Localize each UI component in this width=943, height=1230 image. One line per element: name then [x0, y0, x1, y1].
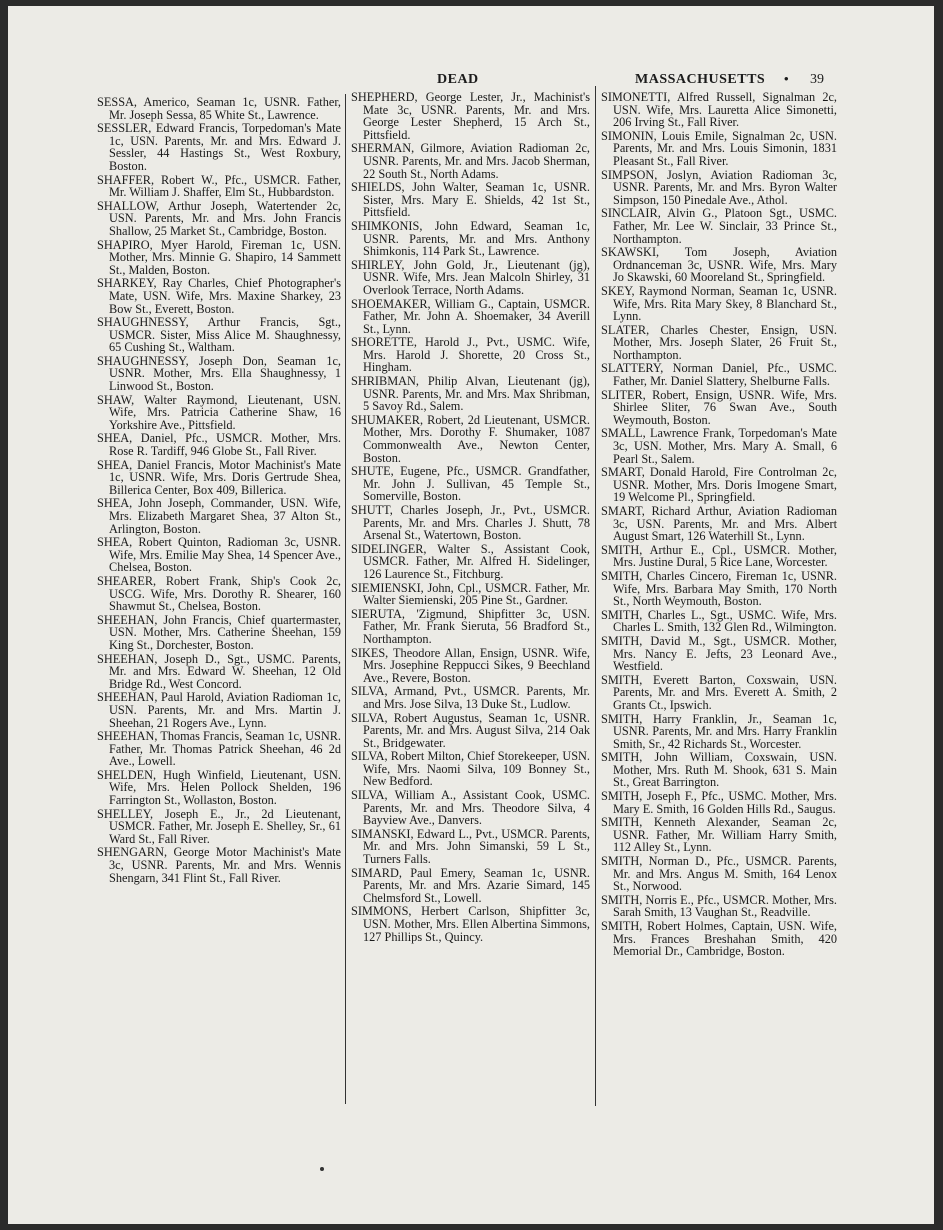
- casualty-entry: SHELLEY, Joseph E., Jr., 2d Lieutenant, USMCR. Father, Mr. Joseph E. Shelley, Sr., 61 Ward St., Fall River.: [97, 806, 341, 846]
- casualty-entry: SMART, Richard Arthur, Aviation Radioman 3c, USN. Parents, Mr. and Mrs. Albert August Smart, 126 Waterhill St., Lynn.: [601, 504, 837, 544]
- casualty-entry: SILVA, Robert Augustus, Seaman 1c, USNR. Parents, Mr. and Mrs. August Silva, 214 Oak St., Bridgewater.: [351, 710, 590, 750]
- casualty-entry: SHIMKONIS, John Edward, Seaman 1c, USNR. Parents, Mr. and Mrs. Anthony Shimkonis, 114 Park St., Lawrence.: [351, 218, 590, 259]
- page-header: [8, 72, 934, 92]
- casualty-entry: SILVA, Robert Milton, Chief Storekeeper, USN. Wife, Mrs. Naomi Silva, 109 Bonney St., New Bedford.: [351, 749, 590, 789]
- casualty-entry: SMITH, Norman D., Pfc., USMCR. Parents, Mr. and Mrs. Angus M. Smith, 164 Lenox St., Norwood.: [601, 854, 837, 894]
- column-2: [351, 91, 590, 944]
- casualty-entry: SLITER, Robert, Ensign, USNR. Wife, Mrs. Shirlee Sliter, 76 Swan Ave., South Weymouth, Boston.: [601, 387, 837, 427]
- page-number: 39: [810, 72, 824, 87]
- casualty-entry: SESSLER, Edward Francis, Torpedoman's Mate 1c, USN. Parents, Mr. and Mrs. Edward J. Sessler, 44 Hastings St., West Roxbury, Boston.: [97, 121, 341, 173]
- casualty-entry: SHARKEY, Ray Charles, Chief Photographer's Mate, USN. Wife, Mrs. Maxine Sharkey, 23 Bow St., Everett, Boston.: [97, 276, 341, 316]
- state-title: MASSACHUSETTS: [635, 72, 766, 87]
- casualty-entry: SHEEHAN, Paul Harold, Aviation Radioman 1c, USN. Parents, Mr. and Mrs. Martin J. Sheehan, 21 Rogers Ave., Lynn.: [97, 690, 341, 730]
- casualty-entry: SESSA, Americo, Seaman 1c, USNR. Father, Mr. Joseph Sessa, 85 White St., Lawrence.: [97, 95, 341, 122]
- casualty-entry: SHIRLEY, John Gold, Jr., Lieutenant (jg), USNR. Wife, Mrs. Jean Malcoln Shirley, 31 Overlook Terrace, North Adams.: [351, 257, 590, 297]
- casualty-entry: SMITH, John William, Coxswain, USN. Mother, Mrs. Ruth M. Shook, 631 S. Main St., Great Barrington.: [601, 750, 837, 790]
- casualty-entry: SHENGARN, George Motor Machinist's Mate 3c, USNR. Parents, Mr. and Mrs. Wennis Shengarn, 341 Flint St., Fall River.: [97, 845, 341, 885]
- casualty-entry: SHRIBMAN, Philip Alvan, Lieutenant (jg), USNR. Parents, Mr. and Mrs. Max Shribman, 5 Savoy Rd., Salem.: [351, 374, 590, 414]
- casualty-entry: SINCLAIR, Alvin G., Platoon Sgt., USMC. Father, Mr. Lee W. Sinclair, 33 Prince St., Northampton.: [601, 206, 837, 246]
- casualty-entry: SHOEMAKER, William G., Captain, USMCR. Father, Mr. John A. Shoemaker, 34 Averill St., Lynn.: [351, 296, 590, 336]
- casualty-entry: SMART, Donald Harold, Fire Controlman 2c, USNR. Mother, Mrs. Doris Imogene Smart, 19 Welcome Pl., Springfield.: [601, 465, 837, 505]
- casualty-entry: SIMMONS, Herbert Carlson, Shipfitter 3c, USN. Mother, Mrs. Ellen Albertina Simmons, 127 Phillips St., Quincy.: [351, 904, 590, 944]
- casualty-entry: SHEA, Daniel, Pfc., USMCR. Mother, Mrs. Rose R. Tardiff, 946 Globe St., Fall River.: [97, 431, 341, 459]
- casualty-entry: SHIELDS, John Walter, Seaman 1c, USNR. Sister, Mrs. Mary E. Shields, 42 1st St., Pittsfield.: [351, 180, 590, 220]
- casualty-entry: SMITH, Harry Franklin, Jr., Seaman 1c, USNR. Parents, Mr. and Mrs. Harry Franklin Smith, Sr., 42 Richards St., Worcester.: [601, 711, 837, 751]
- casualty-entry: SIMARD, Paul Emery, Seaman 1c, USNR. Parents, Mr. and Mrs. Azarie Simard, 145 Chelmsford St., Lowell.: [351, 865, 590, 905]
- casualty-entry: SHORETTE, Harold J., Pvt., USMC. Wife, Mrs. Harold J. Shorette, 20 Cross St., Hingham.: [351, 335, 590, 375]
- casualty-entry: SHALLOW, Arthur Joseph, Watertender 2c, USN. Parents, Mr. and Mrs. John Francis Shallow, 25 Market St., Cambridge, Boston.: [97, 198, 341, 238]
- casualty-entry: SHELDEN, Hugh Winfield, Lieutenant, USN. Wife, Mrs. Helen Pollock Shelden, 196 Farrington St., Wollaston, Boston.: [97, 767, 341, 808]
- casualty-entry: SHUTE, Eugene, Pfc., USMCR. Grandfather, Mr. John J. Sullivan, 45 Temple St., Somerville, Boston.: [351, 464, 590, 504]
- casualty-entry: SMITH, David M., Sgt., USMCR. Mother, Mrs. Nancy E. Jefts, 23 Leonard Ave., Westfield.: [601, 633, 837, 674]
- casualty-entry: SMITH, Norris E., Pfc., USMCR. Mother, Mrs. Sarah Smith, 13 Vaughan St., Readville.: [601, 892, 837, 920]
- casualty-entry: SHEA, John Joseph, Commander, USN. Wife, Mrs. Elizabeth Margaret Shea, 37 Alton St., Arlington, Boston.: [97, 496, 341, 536]
- casualty-entry: SMITH, Everett Barton, Coxswain, USN. Parents, Mr. and Mrs. Everett A. Smith, 2 Grants Ct., Ipswich.: [601, 672, 837, 712]
- casualty-entry: SMITH, Arthur E., Cpl., USMCR. Mother, Mrs. Justine Dural, 5 Rice Lane, Worcester.: [601, 542, 837, 570]
- casualty-entry: SMITH, Kenneth Alexander, Seaman 2c, USNR. Father, Mr. William Harry Smith, 112 Alley St., Lynn.: [601, 815, 837, 855]
- casualty-entry: SHEARER, Robert Frank, Ship's Cook 2c, USCG. Wife, Mrs. Dorothy R. Shearer, 160 Shawmut St., Chelsea, Boston.: [97, 573, 341, 614]
- casualty-entry: SHEEHAN, Thomas Francis, Seaman 1c, USNR. Father, Mr. Thomas Patrick Sheehan, 46 2d Ave., Lowell.: [97, 729, 341, 769]
- column-divider: [595, 86, 596, 1106]
- casualty-entry: SHEPHERD, George Lester, Jr., Machinist's Mate 3c, USNR. Parents, Mr. and Mrs. George Lester Shepherd, 15 Arch St., Pittsfield.: [351, 90, 590, 142]
- casualty-entry: SLATER, Charles Chester, Ensign, USN. Mother, Mrs. Joseph Slater, 26 Fruit St., Northampton.: [601, 322, 837, 362]
- casualty-entry: SKAWSKI, Tom Joseph, Aviation Ordnanceman 3c, USNR. Wife, Mrs. Mary Jo Skawski, 60 Mooreland St., Springfield.: [601, 245, 837, 285]
- casualty-entry: SIDELINGER, Walter S., Assistant Cook, USMCR. Father, Mr. Alfred H. Sidelinger, 126 Laurence St., Fitchburg.: [351, 541, 590, 581]
- casualty-entry: SHEA, Daniel Francis, Motor Machinist's Mate 1c, USNR. Wife, Mrs. Doris Gertrude Shea, Billerica Center, Box 409, Billerica.: [97, 457, 341, 497]
- casualty-entry: SIMPSON, Joslyn, Aviation Radioman 3c, USNR. Parents, Mr. and Mrs. Byron Walter Simpson, 150 Pinedale Ave., Athol.: [601, 167, 837, 207]
- casualty-entry: SHAUGHNESSY, Arthur Francis, Sgt., USMCR. Sister, Miss Alice M. Shaughnessy, 65 Cushing St., Waltham.: [97, 315, 341, 355]
- casualty-entry: SLATTERY, Norman Daniel, Pfc., USMC. Father, Mr. Daniel Slattery, Shelburne Falls.: [601, 361, 837, 389]
- casualty-entry: SIKES, Theodore Allan, Ensign, USNR. Wife, Mrs. Josephine Reppucci Sikes, 9 Beechland Ave., Revere, Boston.: [351, 645, 590, 685]
- casualty-entry: SHAFFER, Robert W., Pfc., USMCR. Father, Mr. William J. Shaffer, Elm St., Hubbardston.: [97, 172, 341, 200]
- casualty-entry: SMALL, Lawrence Frank, Torpedoman's Mate 3c, USN. Mother, Mrs. Mary A. Small, 6 Pearl St., Salem.: [601, 426, 837, 466]
- section-title: DEAD: [437, 72, 479, 87]
- casualty-entry: SHUMAKER, Robert, 2d Lieutenant, USMCR. Mother, Mrs. Dorothy F. Shumaker, 1087 Commonwealth Ave., Newton Center, Boston.: [351, 412, 590, 465]
- page-mark: [320, 1167, 324, 1171]
- casualty-entry: SMITH, Charles L., Sgt., USMC. Wife, Mrs. Charles L. Smith, 132 Glen Rd., Wilmington.: [601, 607, 837, 635]
- casualty-entry: SHAW, Walter Raymond, Lieutenant, USN. Wife, Mrs. Patricia Catherine Shaw, 16 Yorkshire Ave., Pittsfield.: [97, 392, 341, 432]
- casualty-entry: SHEA, Robert Quinton, Radioman 3c, USNR. Wife, Mrs. Emilie May Shea, 14 Spencer Ave., Chelsea, Boston.: [97, 535, 341, 575]
- casualty-entry: SIEMIENSKI, John, Cpl., USMCR. Father, Mr. Walter Siemienski, 205 Pine St., Gardner.: [351, 580, 590, 608]
- header-bullet: •: [784, 71, 789, 86]
- casualty-entry: SHAUGHNESSY, Joseph Don, Seaman 1c, USNR. Mother, Mrs. Ella Shaughnessy, 1 Linwood St., Boston.: [97, 353, 341, 394]
- casualty-entry: SHAPIRO, Myer Harold, Fireman 1c, USN. Mother, Mrs. Minnie G. Shapiro, 14 Sammett St., Malden, Boston.: [97, 237, 341, 277]
- column-1: [97, 96, 341, 885]
- casualty-entry: SILVA, Armand, Pvt., USMCR. Parents, Mr. and Mrs. Jose Silva, 13 Duke St., Ludlow.: [351, 684, 590, 711]
- casualty-entry: SKEY, Raymond Norman, Seaman 1c, USNR. Wife, Mrs. Rita Mary Skey, 8 Blanchard St., Lynn.: [601, 283, 837, 324]
- casualty-entry: SIMONIN, Louis Emile, Signalman 2c, USN. Parents, Mr. and Mrs. Louis Simonin, 1831 Pleasant St., Fall River.: [601, 128, 837, 168]
- casualty-entry: SMITH, Charles Cincero, Fireman 1c, USNR. Wife, Mrs. Barbara May Smith, 170 North St., North Weymouth, Boston.: [601, 568, 837, 609]
- casualty-entry: SHERMAN, Gilmore, Aviation Radioman 2c, USNR. Parents, Mr. and Mrs. Jacob Sherman, 22 South St., North Adams.: [351, 141, 590, 181]
- casualty-entry: SHEEHAN, John Francis, Chief quartermaster, USN. Mother, Mrs. Catherine Sheehan, 159 King St., Dorchester, Boston.: [97, 612, 341, 652]
- casualty-entry: SILVA, William A., Assistant Cook, USMC. Parents, Mr. and Mrs. Theodore Silva, 4 Bayview Ave., Danvers.: [351, 788, 590, 828]
- casualty-entry: SMITH, Joseph F., Pfc., USMC. Mother, Mrs. Mary E. Smith, 16 Golden Hills Rd., Saugus.: [601, 789, 837, 816]
- casualty-entry: SIMANSKI, Edward L., Pvt., USMCR. Parents, Mr. and Mrs. John Simanski, 59 L St., Turners Falls.: [351, 826, 590, 867]
- column-3: [601, 91, 837, 959]
- casualty-entry: SIMONETTI, Alfred Russell, Signalman 2c, USN. Wife, Mrs. Lauretta Alice Simonetti, 206 Irving St., Fall River.: [601, 90, 837, 130]
- column-divider: [345, 94, 346, 1104]
- casualty-entry: SMITH, Robert Holmes, Captain, USN. Wife, Mrs. Frances Breshahan Smith, 420 Memorial Dr., Cambridge, Boston.: [601, 919, 837, 959]
- casualty-entry: SIERUTA, 'Zigmund, Shipfitter 3c, USN. Father, Mr. Frank Sieruta, 56 Bradford St., Northampton.: [351, 606, 590, 646]
- casualty-entry: SHUTT, Charles Joseph, Jr., Pvt., USMCR. Parents, Mr. and Mrs. Charles J. Shutt, 78 Arsenal St., Watertown, Boston.: [351, 503, 590, 543]
- casualty-entry: SHEEHAN, Joseph D., Sgt., USMC. Parents, Mr. and Mrs. Edward W. Sheehan, 12 Old Bridge Rd., West Concord.: [97, 651, 341, 691]
- document-page: [8, 6, 934, 1224]
